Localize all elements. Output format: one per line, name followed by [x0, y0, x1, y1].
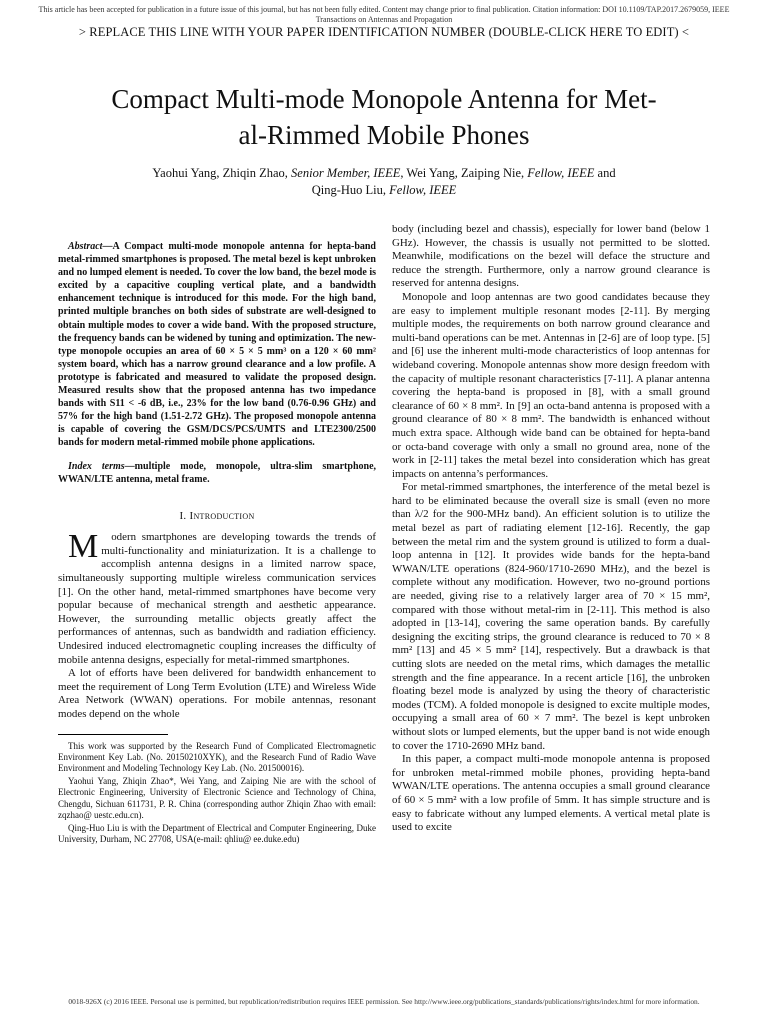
index-terms-text: —multiple mode, monopole, ultra-slim smartphone, WWAN/LTE antenna, metal frame.	[58, 460, 377, 485]
right-column	[392, 223, 710, 835]
abstract-text: —A Compact multi-mode monopole antenna for hepta-band metal-rimmed smartphones is proposed. The metal bezel is kept unbroken and no lumped element is needed. To cover the low band, the bezel mode is excited by a capacitive coupling vertical plate, and a bandwidth enhancement technique is introduced for this mode. For the high band, printed multiple branches on both sides of substrate are well-designed to obtain multiple modes to cover a wide band. With the proposed structure, the frequency bands can be widened by tuning and optimization. The new-type monopole occupies an area of 60 × 5 × 5 mm³ on a 120 × 60 mm² system board, which has a narrow ground clearance and a low profile. A prototype is fabricated and measured to validate the proposed design. Measured results show that the proposed antenna has two impedance bands with S11 < -6 dB, i.e., 23% for the low band (0.76-0.96 GHz) and 57% for the high band (1.51-2.72 GHz). The proposed monopole antenna is capable of covering the GSM/DCS/PCS/UMTS and LTE2300/2500 bands for modern metal-rimmed mobile phone applications.	[58, 241, 376, 449]
title-line-1: Compact Multi-mode Monopole Antenna for Met-	[111, 84, 657, 114]
body-paragraph-2: Monopole and loop antennas are two good candidates because they are easy to implement multiple resonant modes [2-11]. By merging multiple modes, the requirements on both narrow ground clearance and multi-band operations can be met. Antennas in [2-6] are of loop type. [5] and [6] use the inherent multi-mode characteristics of loop antennas for wideband covering. Monopole antennas show more design freedom with the capacity of multiple resonant characteristics [7-11]. A planar antenna covering the hepta-band is proposed in [8], with a small ground clearance of 60 × 8 mm². In [9] an octa-band antenna is proposed with a ground clearance of 80 × 8 mm². The bandwidth is enhanced without much extra space. Although wide band can be obtained for hepta-band or octa-band coverage with only a small no ground area, none of the work in [2-11] takes the metal bezel into consideration which has great impacts on antenna’s performances.	[392, 290, 710, 480]
index-terms	[58, 460, 376, 486]
intro-paragraph-1	[58, 528, 376, 667]
author-ieee-1: , IEEE	[367, 166, 401, 180]
body-paragraph-3: For metal-rimmed smartphones, the interference of the metal bezel is hard to be eliminated because the overall size is small (even no more than λ/2 for the 900-MHz band). An efficient solution is to utilize the metal bezel as part of radiating element [12-16]. Recently, the gap between the metal rim and the system ground is utilized to form a dual-loop antenna in [12]. It provides wide bands for the hepta-band WWAN/LTE operations (824-960/1710-2690 MHz), and the bezel is complete without any modification. However, two no-ground portions are needed, giving rise to a relatively larger area of 70 × 15 mm², compared with those without metal-rim in [2-11]. This method is also adopted in [13-14], covering the same operation bands. By carefully designing the exciting strips, the ground clearance is reduced to 70 × 8 mm² [13] and 45 × 5 mm² [14], respectively. But a drawback is that cutting slots are needed on the metal rims, which damages the metallic strength and the fine appearance. In a recent article [16], the unbroken floating bezel mode is analyzed by using the theory of characteristic modes (TCM). A folded monopole is designed to excite multiple modes, occupying a small area of 60 × 7 mm². The bezel is kept unbroken without slots or lumped elements, but the upper band is not wide enough to cover the 1710-2690 MHz band.	[392, 481, 710, 752]
footnote-separator	[58, 734, 168, 735]
authors-part-3: Qing-Huo Liu,	[311, 183, 390, 197]
author-ieee-2: , IEEE	[561, 166, 595, 180]
abstract-lead: Abstract	[68, 241, 103, 252]
author-role-1: Senior Member	[291, 166, 368, 180]
left-column	[58, 240, 376, 847]
journal-note-line2: Transactions on Antennas and Propagation	[315, 14, 453, 24]
abstract	[58, 240, 376, 450]
index-terms-lead: Index terms	[68, 460, 125, 472]
drop-cap-letter: M	[68, 528, 99, 566]
copyright-footer: 0018-926X (c) 2016 IEEE. Personal use is permitted, but republication/redistribution requires IEEE permission. See http://www.ieee.org/publications_standards/publications/rights/index.html for more information.	[68, 997, 700, 1006]
author-role-3: Fellow, IEEE	[389, 183, 457, 197]
author-line-1	[60, 165, 708, 182]
section-number: I.	[179, 509, 187, 522]
authors-and: and	[594, 166, 616, 180]
authors-part-2: , Wei Yang, Zaiping Nie,	[400, 166, 528, 180]
title-line-2: al-Rimmed Mobile Phones	[238, 120, 530, 150]
body-paragraph-4: In this paper, a compact multi-mode monopole antenna is proposed for unbroken metal-rimmed mobile phones, providing hepta-band WWAN/LTE operations. The antenna occupies a small ground clearance of 60 × 5 mm² with a low profile of 5mm. It has simple structure and is easy to fabricate without any lumped elements. A vertical metal plate is used to excite	[392, 753, 710, 834]
author-list	[60, 165, 708, 199]
paper-id-placeholder: > REPLACE THIS LINE WITH YOUR PAPER IDENTIFICATION NUMBER (DOUBLE-CLICK HERE TO EDIT) <	[78, 25, 690, 39]
section-title: Introduction	[189, 509, 255, 522]
footnote-funding: This work was supported by the Research Fund of Complicated Electromagnetic Environment Key Lab. (No. 20150210XYK), and the Research Fund of Radio Wave Environment and Modeling Technology Key Lab. (No. 201500016).	[58, 740, 376, 773]
footnote-affiliation-2: Qing-Huo Liu is with the Department of Electrical and Computer Engineering, Duke University, Durham, NC 27708, USA(e-mail: qhliu@ ee.duke.edu)	[58, 823, 376, 845]
body-paragraph-1: body (including bezel and chassis), especially for lower band (below 1 GHz). However, the chassis is usually not permitted to be slotted. Meanwhile, modifications on the bezel will deface the structure and reduce the strength. Furthermore, only a narrow ground clearance is reserved for antenna designs.	[392, 223, 710, 290]
section-heading-introduction	[58, 510, 376, 524]
paper-title	[40, 81, 728, 153]
author-role-2: Fellow	[527, 166, 562, 180]
intro-paragraph-1-text: odern smartphones are developing towards the trends of multi-functionality and miniaturization. It is a challenge to accomplish antenna designs in a limited narrow space, simultaneously supporting multiple wireless communication services [1]. On the other hand, metal-rimmed smartphones have become very popular because of mechanical strength and aesthetic appearance. However, the surrounding metallic objects greatly affect the performances of antennas, such as bandwidth and radiation efficiency. Undesired induced electromagnetic coupling increases the difficulty of mobile antenna designs, especially for metal-rimmed smartphones.	[58, 531, 376, 666]
journal-acceptance-note	[0, 5, 768, 24]
journal-note-line1: This article has been accepted for publication in a future issue of this journal, but has not been fully edited. Content may change prior to final publication. Citation information: DOI 10.1109/TAP.2017.2679059, IEEE	[38, 5, 730, 14]
authors-part-1: Yaohui Yang, Zhiqin Zhao,	[152, 166, 292, 180]
intro-paragraph-2: A lot of efforts have been delivered for bandwidth enhancement to meet the requirement of Long Term Evolution (LTE) and Wireless Wide Area Network (WWAN) operations. For mobile antennas, resonant modes depend on the whole	[58, 667, 376, 720]
footnote-affiliation-1: Yaohui Yang, Zhiqin Zhao*, Wei Yang, and Zaiping Nie are with the school of Electronic Engineering, University of Electronic Science and Technology of China, Chengdu, Sichuan 611731, P. R. China (corresponding author Zhiqin Zhao with email: zqzhao@ uestc.edu.cn).	[58, 776, 376, 820]
author-line-2	[60, 182, 708, 199]
footnotes	[58, 741, 376, 846]
